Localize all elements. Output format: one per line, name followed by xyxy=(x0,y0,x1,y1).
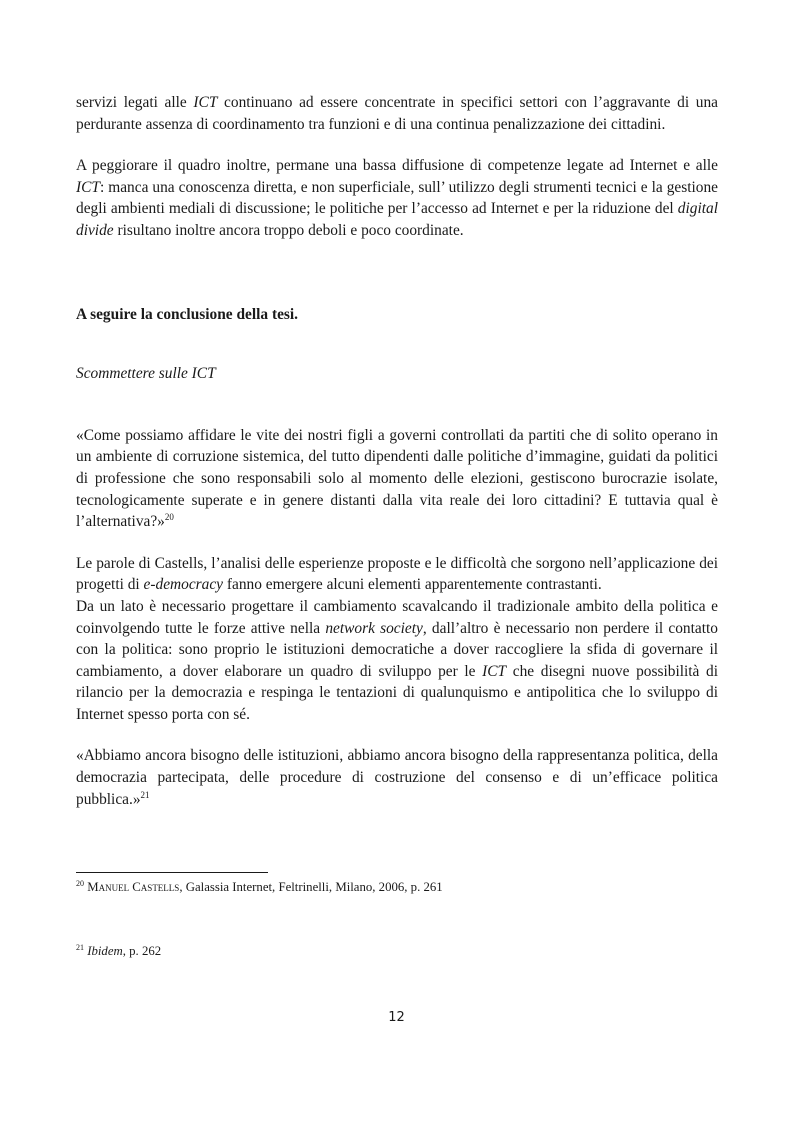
paragraph-competences: A peggiorare il quadro inoltre, permane una bassa diffusione di competenze legate ad Internet e alle ICT: manca una conoscenza diretta, e non superficiale, sull’ utilizzo degli strumenti tecnici e la gestione degli ambienti mediali di discussione; le politiche per l’accesso ad Internet e per la riduzione del digital divide risultano inoltre ancora troppo deboli e poco coordinate. xyxy=(76,157,718,239)
footnote-20: $^{20}$ Manuel Castells, Galassia Internet, Feltrinelli, Milano, 2006, p. 261 xyxy=(76,879,443,894)
paragraph-ict-services: servizi legati alle ICT continuano ad essere concentrate in specifici settori con l’aggravante di una perdurante assenza di coordinamento tra funzioni e di una continua penalizzazione dei cittadini. xyxy=(76,94,718,133)
footnote-21: $^{21}$ Ibidem, p. 262 xyxy=(76,943,162,958)
page-number: 12 xyxy=(388,1010,405,1025)
section-title: Scommettere sulle ICT xyxy=(76,365,216,383)
paragraph-change: Da un lato è necessario progettare il cambiamento scavalcando il tradizionale ambito della politica e coinvolgendo tutte le forze attive nella network society, dall’altro è necessario non perdere il contatto con la politica: sono proprio le istituzioni democratiche a dover raccogliere la sfida di governare il cambiamento, a dover elaborare un quadro di sviluppo per le ICT che disegni nuove possibilità di rilancio per la democrazia e respinga le tentazioni di qualunquismo e antipolitica che lo sviluppo di Internet spesso porta con sé. xyxy=(76,597,718,723)
section-heading: A seguire la conclusione della tesi. xyxy=(76,305,299,323)
page-body xyxy=(76,92,718,810)
paragraph-castells: Le parole di Castells, l’analisi delle esperienze proposte e le difficoltà che sorgono nell’applicazione dei progetti di e-democracy fanno emergere alcuni elementi apparentemente contrastanti. xyxy=(76,554,718,594)
quote-castells-1: «Come possiamo affidare le vite dei nostri figli a governi controllati da partiti che di solito operano in un ambiente di corruzione sistemica, del tutto dipendenti dalle politiche d’immagine, guidati da politici di professione che sono responsabili solo al momento delle elezioni, gestiscono burocrazie isolate, tecnologicamente superate e in genere distanti dalla vita reale dei loro cittadini? E tuttavia qual è l’alternativa?»$^{20}$ xyxy=(76,426,718,531)
quote-castells-2: «Abbiamo ancora bisogno delle istituzioni, abbiamo ancora bisogno della rappresentanza politica, della democrazia partecipata, delle procedure di costruzione del consenso e di un’efficace politica pubblica.»$^{21}$ xyxy=(76,747,718,808)
footnote-ref-21: 21 xyxy=(140,789,150,800)
footnote-separator xyxy=(76,872,268,873)
footnote-ref-20: 20 xyxy=(164,512,174,523)
